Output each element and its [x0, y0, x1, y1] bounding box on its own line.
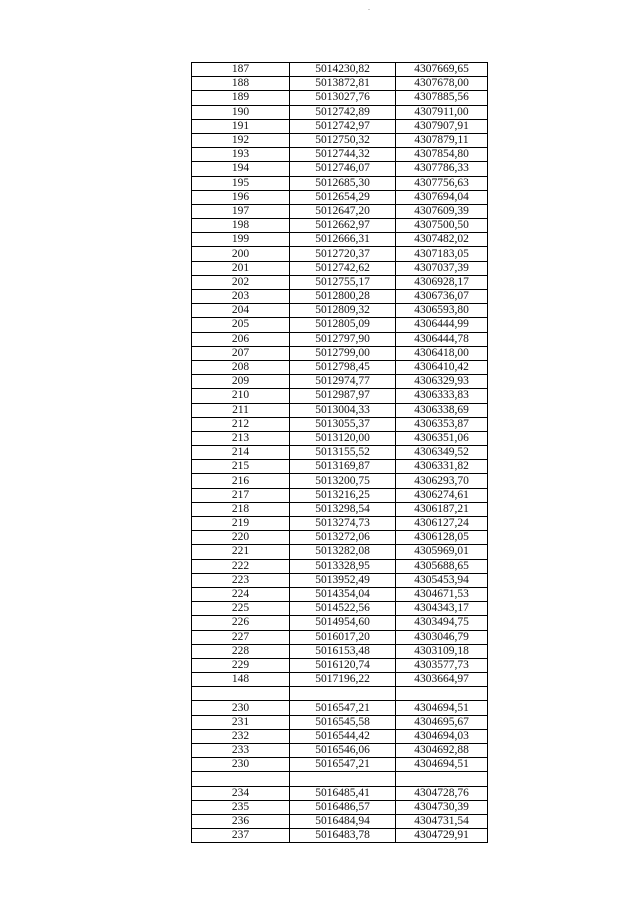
table-row — [192, 616, 488, 630]
y-coordinate-cell: 4307183,05 — [396, 247, 488, 261]
table-row — [192, 460, 488, 474]
x-coordinate-cell: 5012742,89 — [290, 105, 396, 119]
y-coordinate-cell: 4305453,94 — [396, 573, 488, 587]
table-row — [192, 474, 488, 488]
x-coordinate-cell: 5014954,60 — [290, 616, 396, 630]
point-number-cell: 225 — [192, 602, 290, 616]
x-coordinate-cell: 5012809,32 — [290, 304, 396, 318]
table-row — [192, 772, 488, 786]
y-coordinate-cell: 4307037,39 — [396, 261, 488, 275]
table-row — [192, 176, 488, 190]
y-coordinate-cell: 4304671,53 — [396, 587, 488, 601]
point-number-cell — [192, 687, 290, 701]
point-number-cell: 229 — [192, 658, 290, 672]
y-coordinate-cell: 4307482,02 — [396, 233, 488, 247]
x-coordinate-cell: 5014230,82 — [290, 63, 396, 77]
x-coordinate-cell: 5017196,22 — [290, 673, 396, 687]
x-coordinate-cell: 5012746,07 — [290, 162, 396, 176]
y-coordinate-cell: 4307885,56 — [396, 91, 488, 105]
scan-speck — [368, 9, 370, 10]
point-number-cell: 197 — [192, 204, 290, 218]
point-number-cell: 203 — [192, 290, 290, 304]
x-coordinate-cell: 5012798,45 — [290, 360, 396, 374]
y-coordinate-cell: 4306353,87 — [396, 417, 488, 431]
point-number-cell: 233 — [192, 744, 290, 758]
table-row — [192, 630, 488, 644]
point-number-cell: 195 — [192, 176, 290, 190]
x-coordinate-cell: 5016544,42 — [290, 729, 396, 743]
y-coordinate-cell: 4306331,82 — [396, 460, 488, 474]
x-coordinate-cell: 5012799,00 — [290, 346, 396, 360]
table-row — [192, 304, 488, 318]
table-row — [192, 602, 488, 616]
point-number-cell: 215 — [192, 460, 290, 474]
y-coordinate-cell: 4307911,00 — [396, 105, 488, 119]
table-row — [192, 531, 488, 545]
x-coordinate-cell — [290, 687, 396, 701]
y-coordinate-cell: 4304694,51 — [396, 701, 488, 715]
x-coordinate-cell: 5012744,32 — [290, 148, 396, 162]
x-coordinate-cell: 5016120,74 — [290, 658, 396, 672]
table-row — [192, 63, 488, 77]
x-coordinate-cell: 5016545,58 — [290, 715, 396, 729]
y-coordinate-cell: 4304731,54 — [396, 814, 488, 828]
y-coordinate-cell: 4307879,11 — [396, 133, 488, 147]
x-coordinate-cell: 5013200,75 — [290, 474, 396, 488]
y-coordinate-cell: 4306444,99 — [396, 318, 488, 332]
y-coordinate-cell: 4303664,97 — [396, 673, 488, 687]
table-row — [192, 800, 488, 814]
point-number-cell: 236 — [192, 814, 290, 828]
x-coordinate-cell: 5012974,77 — [290, 375, 396, 389]
y-coordinate-cell: 4306128,05 — [396, 531, 488, 545]
x-coordinate-cell: 5012685,30 — [290, 176, 396, 190]
table-row — [192, 133, 488, 147]
y-coordinate-cell: 4306293,70 — [396, 474, 488, 488]
coordinates-table — [191, 62, 488, 843]
y-coordinate-cell: 4304729,91 — [396, 829, 488, 843]
x-coordinate-cell: 5013216,25 — [290, 488, 396, 502]
point-number-cell: 193 — [192, 148, 290, 162]
x-coordinate-cell — [290, 772, 396, 786]
table-row — [192, 290, 488, 304]
x-coordinate-cell: 5012720,37 — [290, 247, 396, 261]
y-coordinate-cell: 4306418,00 — [396, 346, 488, 360]
y-coordinate-cell — [396, 772, 488, 786]
x-coordinate-cell: 5012805,09 — [290, 318, 396, 332]
point-number-cell: 223 — [192, 573, 290, 587]
x-coordinate-cell: 5012742,97 — [290, 119, 396, 133]
y-coordinate-cell: 4303109,18 — [396, 644, 488, 658]
point-number-cell: 217 — [192, 488, 290, 502]
table-row — [192, 162, 488, 176]
y-coordinate-cell: 4307609,39 — [396, 204, 488, 218]
table-row — [192, 332, 488, 346]
y-coordinate-cell: 4306338,69 — [396, 403, 488, 417]
point-number-cell: 148 — [192, 673, 290, 687]
point-number-cell: 224 — [192, 587, 290, 601]
x-coordinate-cell: 5013027,76 — [290, 91, 396, 105]
point-number-cell: 212 — [192, 417, 290, 431]
x-coordinate-cell: 5012742,62 — [290, 261, 396, 275]
point-number-cell: 216 — [192, 474, 290, 488]
x-coordinate-cell: 5012755,17 — [290, 275, 396, 289]
y-coordinate-cell: 4303577,73 — [396, 658, 488, 672]
point-number-cell: 210 — [192, 389, 290, 403]
point-number-cell: 192 — [192, 133, 290, 147]
table-row — [192, 488, 488, 502]
table-row — [192, 673, 488, 687]
table-row — [192, 786, 488, 800]
table-row — [192, 758, 488, 772]
table-row — [192, 105, 488, 119]
x-coordinate-cell: 5013952,49 — [290, 573, 396, 587]
table-row — [192, 417, 488, 431]
y-coordinate-cell: 4304692,88 — [396, 744, 488, 758]
table-row — [192, 261, 488, 275]
y-coordinate-cell: 4306329,93 — [396, 375, 488, 389]
x-coordinate-cell: 5016153,48 — [290, 644, 396, 658]
x-coordinate-cell: 5016546,06 — [290, 744, 396, 758]
point-number-cell: 237 — [192, 829, 290, 843]
point-number-cell: 211 — [192, 403, 290, 417]
table-row — [192, 431, 488, 445]
x-coordinate-cell: 5013298,54 — [290, 502, 396, 516]
y-coordinate-cell: 4307500,50 — [396, 219, 488, 233]
point-number-cell: 187 — [192, 63, 290, 77]
point-number-cell: 198 — [192, 219, 290, 233]
point-number-cell: 194 — [192, 162, 290, 176]
y-coordinate-cell: 4307669,65 — [396, 63, 488, 77]
table-row — [192, 403, 488, 417]
table-row — [192, 715, 488, 729]
y-coordinate-cell: 4307854,80 — [396, 148, 488, 162]
table-row — [192, 814, 488, 828]
y-coordinate-cell: 4306349,52 — [396, 446, 488, 460]
point-number-cell: 220 — [192, 531, 290, 545]
table-row — [192, 587, 488, 601]
table-row — [192, 233, 488, 247]
y-coordinate-cell: 4307678,00 — [396, 77, 488, 91]
point-number-cell: 199 — [192, 233, 290, 247]
table-row — [192, 360, 488, 374]
y-coordinate-cell: 4306351,06 — [396, 431, 488, 445]
y-coordinate-cell: 4306928,17 — [396, 275, 488, 289]
y-coordinate-cell: 4306333,83 — [396, 389, 488, 403]
y-coordinate-cell: 4304694,51 — [396, 758, 488, 772]
y-coordinate-cell: 4307756,63 — [396, 176, 488, 190]
point-number-cell: 206 — [192, 332, 290, 346]
x-coordinate-cell: 5012797,90 — [290, 332, 396, 346]
table-row — [192, 744, 488, 758]
x-coordinate-cell: 5013328,95 — [290, 559, 396, 573]
point-number-cell: 230 — [192, 758, 290, 772]
y-coordinate-cell: 4304343,17 — [396, 602, 488, 616]
point-number-cell: 202 — [192, 275, 290, 289]
table-row — [192, 190, 488, 204]
table-row — [192, 573, 488, 587]
point-number-cell: 228 — [192, 644, 290, 658]
point-number-cell: 231 — [192, 715, 290, 729]
x-coordinate-cell: 5013055,37 — [290, 417, 396, 431]
point-number-cell: 191 — [192, 119, 290, 133]
y-coordinate-cell: 4306127,24 — [396, 517, 488, 531]
point-number-cell: 213 — [192, 431, 290, 445]
y-coordinate-cell: 4306593,80 — [396, 304, 488, 318]
x-coordinate-cell: 5016486,57 — [290, 800, 396, 814]
table-row — [192, 375, 488, 389]
point-number-cell: 218 — [192, 502, 290, 516]
point-number-cell: 188 — [192, 77, 290, 91]
table-row — [192, 119, 488, 133]
point-number-cell — [192, 772, 290, 786]
table-row — [192, 502, 488, 516]
table-row — [192, 148, 488, 162]
x-coordinate-cell: 5012800,28 — [290, 290, 396, 304]
point-number-cell: 204 — [192, 304, 290, 318]
point-number-cell: 209 — [192, 375, 290, 389]
point-number-cell: 189 — [192, 91, 290, 105]
table-row — [192, 346, 488, 360]
table-row — [192, 729, 488, 743]
x-coordinate-cell: 5012662,97 — [290, 219, 396, 233]
x-coordinate-cell: 5016484,94 — [290, 814, 396, 828]
table-row — [192, 91, 488, 105]
point-number-cell: 235 — [192, 800, 290, 814]
x-coordinate-cell: 5013120,00 — [290, 431, 396, 445]
x-coordinate-cell: 5012987,97 — [290, 389, 396, 403]
table-row — [192, 219, 488, 233]
y-coordinate-cell — [396, 687, 488, 701]
table-row — [192, 275, 488, 289]
table-row — [192, 829, 488, 843]
x-coordinate-cell: 5016017,20 — [290, 630, 396, 644]
x-coordinate-cell: 5012654,29 — [290, 190, 396, 204]
point-number-cell: 221 — [192, 545, 290, 559]
x-coordinate-cell: 5012750,32 — [290, 133, 396, 147]
y-coordinate-cell: 4304695,67 — [396, 715, 488, 729]
table-row — [192, 446, 488, 460]
point-number-cell: 196 — [192, 190, 290, 204]
point-number-cell: 207 — [192, 346, 290, 360]
x-coordinate-cell: 5014522,56 — [290, 602, 396, 616]
table-row — [192, 318, 488, 332]
x-coordinate-cell: 5013004,33 — [290, 403, 396, 417]
x-coordinate-cell: 5016547,21 — [290, 701, 396, 715]
x-coordinate-cell: 5013282,08 — [290, 545, 396, 559]
table-row — [192, 687, 488, 701]
y-coordinate-cell: 4306410,42 — [396, 360, 488, 374]
table-row — [192, 204, 488, 218]
y-coordinate-cell: 4307907,91 — [396, 119, 488, 133]
table-row — [192, 77, 488, 91]
x-coordinate-cell: 5013155,52 — [290, 446, 396, 460]
y-coordinate-cell: 4304694,03 — [396, 729, 488, 743]
x-coordinate-cell: 5012666,31 — [290, 233, 396, 247]
point-number-cell: 230 — [192, 701, 290, 715]
table-row — [192, 517, 488, 531]
x-coordinate-cell: 5012647,20 — [290, 204, 396, 218]
point-number-cell: 227 — [192, 630, 290, 644]
table-row — [192, 389, 488, 403]
point-number-cell: 222 — [192, 559, 290, 573]
table-row — [192, 247, 488, 261]
point-number-cell: 201 — [192, 261, 290, 275]
point-number-cell: 205 — [192, 318, 290, 332]
y-coordinate-cell: 4306736,07 — [396, 290, 488, 304]
point-number-cell: 234 — [192, 786, 290, 800]
y-coordinate-cell: 4306187,21 — [396, 502, 488, 516]
coordinates-table-body — [192, 63, 488, 843]
y-coordinate-cell: 4304730,39 — [396, 800, 488, 814]
y-coordinate-cell: 4304728,76 — [396, 786, 488, 800]
x-coordinate-cell: 5014354,04 — [290, 587, 396, 601]
point-number-cell: 190 — [192, 105, 290, 119]
y-coordinate-cell: 4305688,65 — [396, 559, 488, 573]
point-number-cell: 214 — [192, 446, 290, 460]
x-coordinate-cell: 5013272,06 — [290, 531, 396, 545]
point-number-cell: 226 — [192, 616, 290, 630]
point-number-cell: 232 — [192, 729, 290, 743]
x-coordinate-cell: 5016483,78 — [290, 829, 396, 843]
x-coordinate-cell: 5013169,87 — [290, 460, 396, 474]
point-number-cell: 200 — [192, 247, 290, 261]
y-coordinate-cell: 4305969,01 — [396, 545, 488, 559]
x-coordinate-cell: 5013274,73 — [290, 517, 396, 531]
y-coordinate-cell: 4307786,33 — [396, 162, 488, 176]
point-number-cell: 208 — [192, 360, 290, 374]
y-coordinate-cell: 4303494,75 — [396, 616, 488, 630]
y-coordinate-cell: 4306444,78 — [396, 332, 488, 346]
y-coordinate-cell: 4306274,61 — [396, 488, 488, 502]
x-coordinate-cell: 5013872,81 — [290, 77, 396, 91]
x-coordinate-cell: 5016485,41 — [290, 786, 396, 800]
point-number-cell: 219 — [192, 517, 290, 531]
table-row — [192, 658, 488, 672]
y-coordinate-cell: 4303046,79 — [396, 630, 488, 644]
table-row — [192, 559, 488, 573]
table-row — [192, 701, 488, 715]
y-coordinate-cell: 4307694,04 — [396, 190, 488, 204]
table-row — [192, 644, 488, 658]
table-row — [192, 545, 488, 559]
x-coordinate-cell: 5016547,21 — [290, 758, 396, 772]
